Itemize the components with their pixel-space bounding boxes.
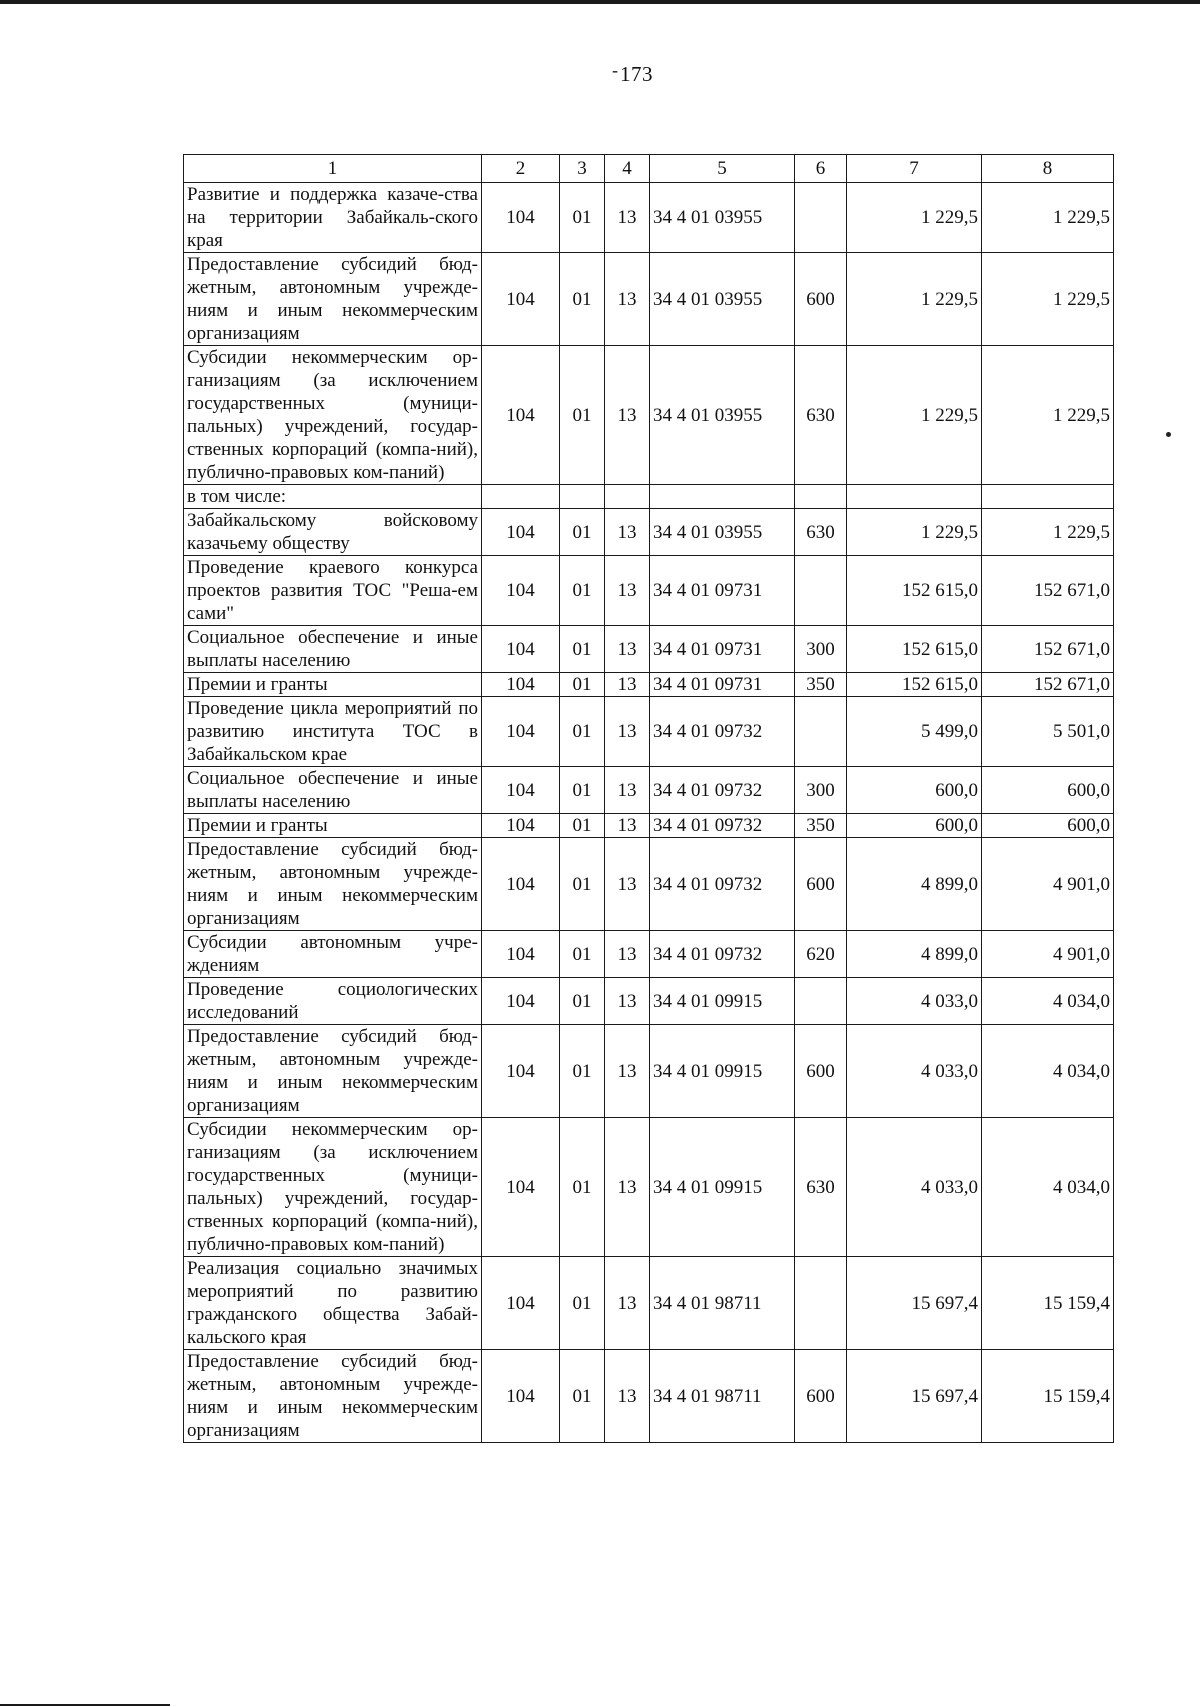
row-amount-year2-cell: 4 901,0 bbox=[982, 931, 1114, 978]
scan-dot bbox=[1166, 432, 1171, 437]
row-amount-year1-cell: 152 615,0 bbox=[847, 556, 982, 626]
table-row bbox=[184, 1025, 1114, 1118]
row-name-cell: Субсидии автономным учре-ждениям bbox=[184, 931, 482, 978]
row-subsection-cell: 13 bbox=[605, 1257, 650, 1350]
row-name-cell: Предоставление субсидий бюд-жетным, автономным учрежде-ниям и иным некоммерческим организациям bbox=[184, 838, 482, 931]
row-target-article-cell: 34 4 01 09732 bbox=[650, 931, 795, 978]
row-expense-type-cell: 630 bbox=[795, 1118, 847, 1257]
table-row bbox=[184, 767, 1114, 814]
row-amount-year2-cell: 5 501,0 bbox=[982, 697, 1114, 767]
row-name-cell: Субсидии некоммерческим ор-ганизациям (за исключением государственных (муници-пальных) учреждений, государ-ственных корпораций (компа-ний), публично-правовых ком-паний) bbox=[184, 1118, 482, 1257]
table-row bbox=[184, 556, 1114, 626]
page-number: 173 bbox=[620, 62, 653, 86]
row-section-cell: 01 bbox=[560, 1025, 605, 1118]
row-section-cell: 01 bbox=[560, 509, 605, 556]
row-amount-year1-cell: 152 615,0 bbox=[847, 626, 982, 673]
row-section-cell: 01 bbox=[560, 556, 605, 626]
row-target-article-cell: 34 4 01 09915 bbox=[650, 978, 795, 1025]
row-expense-type-cell: 350 bbox=[795, 673, 847, 697]
header-cell: 6 bbox=[795, 155, 847, 183]
row-amount-year2-cell: 152 671,0 bbox=[982, 673, 1114, 697]
row-section-cell: 01 bbox=[560, 253, 605, 346]
row-target-article-cell: 34 4 01 03955 bbox=[650, 253, 795, 346]
row-amount-year2-cell: 600,0 bbox=[982, 767, 1114, 814]
row-section-cell: 01 bbox=[560, 1118, 605, 1257]
row-section-cell: 01 bbox=[560, 183, 605, 253]
row-name-cell: Премии и гранты bbox=[184, 814, 482, 838]
row-code-cell: 104 bbox=[482, 931, 560, 978]
header-cell: 3 bbox=[560, 155, 605, 183]
table-row bbox=[184, 673, 1114, 697]
row-section-cell: 01 bbox=[560, 767, 605, 814]
row-amount-year2-cell: 15 159,4 bbox=[982, 1257, 1114, 1350]
row-subsection-cell: 13 bbox=[605, 1350, 650, 1443]
row-expense-type-cell: 620 bbox=[795, 931, 847, 978]
row-amount-year1-cell: 15 697,4 bbox=[847, 1350, 982, 1443]
table-row bbox=[184, 626, 1114, 673]
row-expense-type-cell bbox=[795, 978, 847, 1025]
table-row bbox=[184, 346, 1114, 485]
row-code-cell: 104 bbox=[482, 838, 560, 931]
row-section-cell: 01 bbox=[560, 1257, 605, 1350]
table-row bbox=[184, 838, 1114, 931]
row-section-cell: 01 bbox=[560, 978, 605, 1025]
row-subsection-cell: 13 bbox=[605, 931, 650, 978]
row-target-article-cell bbox=[650, 485, 795, 509]
row-name-cell: Проведение краевого конкурса проектов развития ТОС "Реша-ем сами" bbox=[184, 556, 482, 626]
row-code-cell: 104 bbox=[482, 1025, 560, 1118]
header-cell: 1 bbox=[184, 155, 482, 183]
row-amount-year1-cell: 1 229,5 bbox=[847, 253, 982, 346]
row-target-article-cell: 34 4 01 03955 bbox=[650, 509, 795, 556]
row-name-cell: Субсидии некоммерческим ор-ганизациям (за исключением государственных (муници-пальных) учреждений, государ-ственных корпораций (компа-ний), публично-правовых ком-паний) bbox=[184, 346, 482, 485]
row-subsection-cell: 13 bbox=[605, 183, 650, 253]
row-target-article-cell: 34 4 01 09732 bbox=[650, 767, 795, 814]
row-amount-year2-cell: 4 034,0 bbox=[982, 1025, 1114, 1118]
row-name-cell: Проведение цикла мероприятий по развитию института ТОС в Забайкальском крае bbox=[184, 697, 482, 767]
row-name-cell: Предоставление субсидий бюд-жетным, автономным учрежде-ниям и иным некоммерческим организациям bbox=[184, 253, 482, 346]
row-amount-year2-cell: 1 229,5 bbox=[982, 253, 1114, 346]
row-amount-year2-cell: 600,0 bbox=[982, 814, 1114, 838]
row-target-article-cell: 34 4 01 03955 bbox=[650, 346, 795, 485]
row-amount-year1-cell: 4 899,0 bbox=[847, 931, 982, 978]
table-row bbox=[184, 509, 1114, 556]
row-expense-type-cell bbox=[795, 1257, 847, 1350]
row-amount-year2-cell: 4 034,0 bbox=[982, 978, 1114, 1025]
row-name-cell: Развитие и поддержка казаче-ства на территории Забайкаль-ского края bbox=[184, 183, 482, 253]
row-code-cell: 104 bbox=[482, 1257, 560, 1350]
row-subsection-cell: 13 bbox=[605, 253, 650, 346]
row-subsection-cell: 13 bbox=[605, 673, 650, 697]
row-code-cell: 104 bbox=[482, 697, 560, 767]
row-subsection-cell: 13 bbox=[605, 978, 650, 1025]
row-code-cell: 104 bbox=[482, 814, 560, 838]
row-expense-type-cell bbox=[795, 485, 847, 509]
row-amount-year1-cell: 4 899,0 bbox=[847, 838, 982, 931]
row-amount-year1-cell: 4 033,0 bbox=[847, 1025, 982, 1118]
row-name-cell: Реализация социально значимых мероприятий по развитию гражданского общества Забай-кальского края bbox=[184, 1257, 482, 1350]
row-amount-year1-cell: 152 615,0 bbox=[847, 673, 982, 697]
row-amount-year2-cell: 4 034,0 bbox=[982, 1118, 1114, 1257]
row-amount-year2-cell: 1 229,5 bbox=[982, 346, 1114, 485]
row-section-cell: 01 bbox=[560, 814, 605, 838]
row-expense-type-cell: 600 bbox=[795, 253, 847, 346]
table-row bbox=[184, 814, 1114, 838]
row-code-cell: 104 bbox=[482, 1118, 560, 1257]
header-cell: 5 bbox=[650, 155, 795, 183]
row-amount-year1-cell: 5 499,0 bbox=[847, 697, 982, 767]
row-amount-year1-cell: 1 229,5 bbox=[847, 183, 982, 253]
row-subsection-cell: 13 bbox=[605, 814, 650, 838]
table-row bbox=[184, 183, 1114, 253]
row-amount-year2-cell: 1 229,5 bbox=[982, 509, 1114, 556]
row-code-cell: 104 bbox=[482, 673, 560, 697]
row-target-article-cell: 34 4 01 09915 bbox=[650, 1118, 795, 1257]
row-name-cell: Предоставление субсидий бюд-жетным, автономным учрежде-ниям и иным некоммерческим организациям bbox=[184, 1350, 482, 1443]
row-section-cell: 01 bbox=[560, 1350, 605, 1443]
row-code-cell: 104 bbox=[482, 978, 560, 1025]
row-target-article-cell: 34 4 01 09731 bbox=[650, 673, 795, 697]
table-row bbox=[184, 1350, 1114, 1443]
row-amount-year1-cell: 1 229,5 bbox=[847, 346, 982, 485]
row-section-cell: 01 bbox=[560, 673, 605, 697]
row-section-cell: 01 bbox=[560, 697, 605, 767]
row-code-cell: 104 bbox=[482, 1350, 560, 1443]
page-number-mark: - bbox=[612, 60, 618, 80]
row-amount-year2-cell: 152 671,0 bbox=[982, 556, 1114, 626]
row-expense-type-cell: 600 bbox=[795, 1025, 847, 1118]
row-amount-year1-cell: 1 229,5 bbox=[847, 509, 982, 556]
row-section-cell: 01 bbox=[560, 346, 605, 485]
top-border-line bbox=[0, 0, 1200, 4]
bottom-border-line bbox=[0, 1704, 170, 1706]
row-expense-type-cell: 350 bbox=[795, 814, 847, 838]
row-amount-year1-cell: 4 033,0 bbox=[847, 978, 982, 1025]
row-target-article-cell: 34 4 01 09732 bbox=[650, 838, 795, 931]
row-expense-type-cell bbox=[795, 183, 847, 253]
row-amount-year2-cell: 15 159,4 bbox=[982, 1350, 1114, 1443]
row-expense-type-cell: 300 bbox=[795, 626, 847, 673]
row-name-cell: Проведение социологических исследований bbox=[184, 978, 482, 1025]
header-cell: 4 bbox=[605, 155, 650, 183]
row-expense-type-cell: 630 bbox=[795, 346, 847, 485]
row-code-cell: 104 bbox=[482, 509, 560, 556]
header-cell: 2 bbox=[482, 155, 560, 183]
row-section-cell: 01 bbox=[560, 931, 605, 978]
row-expense-type-cell: 630 bbox=[795, 509, 847, 556]
row-expense-type-cell: 600 bbox=[795, 838, 847, 931]
row-target-article-cell: 34 4 01 09915 bbox=[650, 1025, 795, 1118]
table-header-row bbox=[184, 155, 1114, 183]
row-subsection-cell: 13 bbox=[605, 1118, 650, 1257]
row-name-cell: Социальное обеспечение и иные выплаты населению bbox=[184, 767, 482, 814]
budget-table bbox=[183, 154, 1114, 1443]
row-expense-type-cell bbox=[795, 697, 847, 767]
row-name-cell: Забайкальскому войсковому казачьему обществу bbox=[184, 509, 482, 556]
row-amount-year2-cell: 1 229,5 bbox=[982, 183, 1114, 253]
row-code-cell: 104 bbox=[482, 626, 560, 673]
row-target-article-cell: 34 4 01 03955 bbox=[650, 183, 795, 253]
row-expense-type-cell: 300 bbox=[795, 767, 847, 814]
table-row bbox=[184, 1257, 1114, 1350]
row-target-article-cell: 34 4 01 09732 bbox=[650, 697, 795, 767]
row-subsection-cell: 13 bbox=[605, 1025, 650, 1118]
table-row bbox=[184, 978, 1114, 1025]
table-row bbox=[184, 697, 1114, 767]
row-amount-year1-cell: 15 697,4 bbox=[847, 1257, 982, 1350]
row-name-cell: Премии и гранты bbox=[184, 673, 482, 697]
row-target-article-cell: 34 4 01 09731 bbox=[650, 556, 795, 626]
row-code-cell: 104 bbox=[482, 767, 560, 814]
row-subsection-cell: 13 bbox=[605, 697, 650, 767]
row-section-cell: 01 bbox=[560, 626, 605, 673]
row-amount-year1-cell: 4 033,0 bbox=[847, 1118, 982, 1257]
row-expense-type-cell: 600 bbox=[795, 1350, 847, 1443]
row-expense-type-cell bbox=[795, 556, 847, 626]
row-subsection-cell: 13 bbox=[605, 626, 650, 673]
row-amount-year1-cell: 600,0 bbox=[847, 767, 982, 814]
header-cell: 7 bbox=[847, 155, 982, 183]
table-row bbox=[184, 253, 1114, 346]
row-subsection-cell: 13 bbox=[605, 838, 650, 931]
row-amount-year2-cell: 4 901,0 bbox=[982, 838, 1114, 931]
row-target-article-cell: 34 4 01 09732 bbox=[650, 814, 795, 838]
row-section-cell: 01 bbox=[560, 838, 605, 931]
row-amount-year2-cell bbox=[982, 485, 1114, 509]
row-subsection-cell bbox=[605, 485, 650, 509]
row-subsection-cell: 13 bbox=[605, 556, 650, 626]
table-row bbox=[184, 485, 1114, 509]
row-name-cell: в том числе: bbox=[184, 485, 482, 509]
row-target-article-cell: 34 4 01 09731 bbox=[650, 626, 795, 673]
row-subsection-cell: 13 bbox=[605, 509, 650, 556]
row-subsection-cell: 13 bbox=[605, 346, 650, 485]
row-code-cell: 104 bbox=[482, 183, 560, 253]
row-amount-year1-cell bbox=[847, 485, 982, 509]
row-code-cell bbox=[482, 485, 560, 509]
row-target-article-cell: 34 4 01 98711 bbox=[650, 1257, 795, 1350]
row-name-cell: Предоставление субсидий бюд-жетным, автономным учрежде-ниям и иным некоммерческим организациям bbox=[184, 1025, 482, 1118]
row-code-cell: 104 bbox=[482, 556, 560, 626]
row-code-cell: 104 bbox=[482, 253, 560, 346]
row-subsection-cell: 13 bbox=[605, 767, 650, 814]
row-section-cell bbox=[560, 485, 605, 509]
row-target-article-cell: 34 4 01 98711 bbox=[650, 1350, 795, 1443]
header-cell: 8 bbox=[982, 155, 1114, 183]
row-code-cell: 104 bbox=[482, 346, 560, 485]
row-name-cell: Социальное обеспечение и иные выплаты населению bbox=[184, 626, 482, 673]
table-row bbox=[184, 1118, 1114, 1257]
row-amount-year1-cell: 600,0 bbox=[847, 814, 982, 838]
table-row bbox=[184, 931, 1114, 978]
row-amount-year2-cell: 152 671,0 bbox=[982, 626, 1114, 673]
